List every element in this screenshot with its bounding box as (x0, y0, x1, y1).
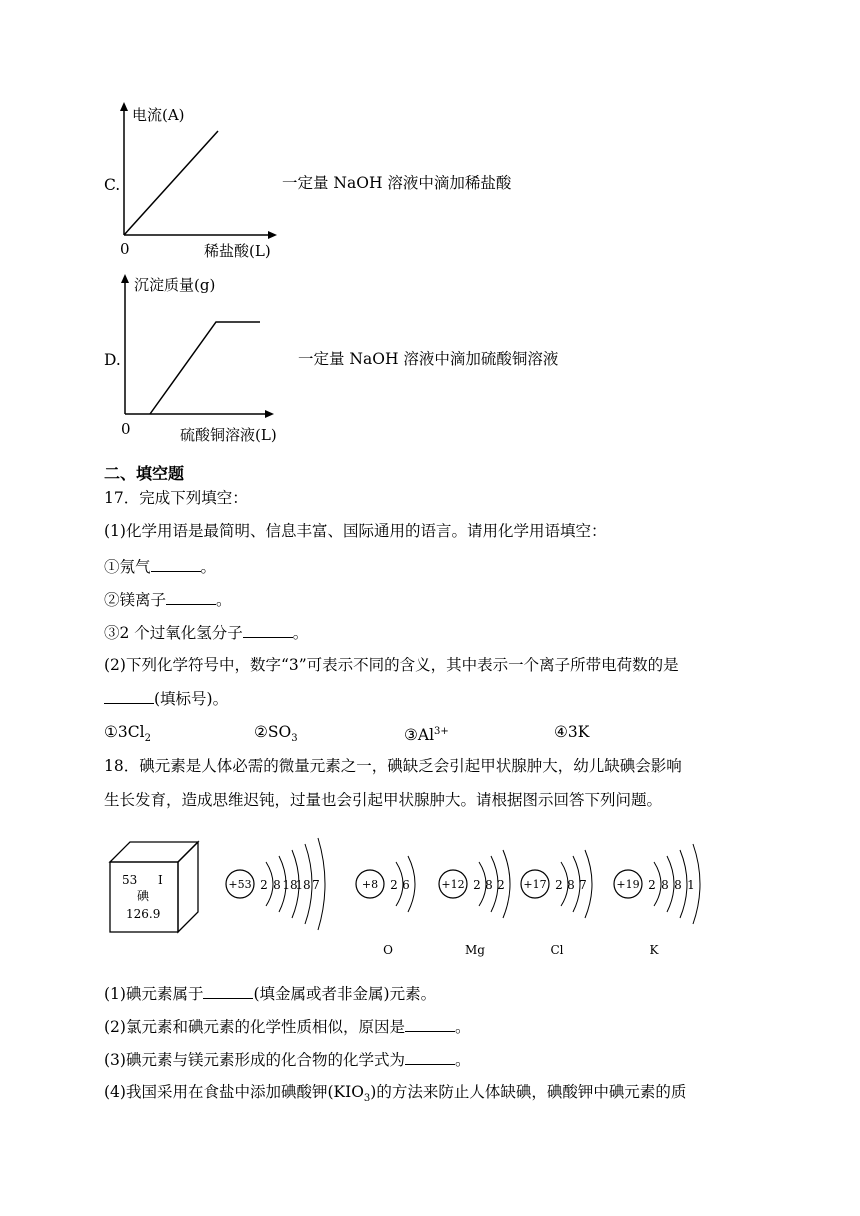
x-axis-label: 硫酸铜溶液(L) (180, 426, 277, 444)
electron-count: 8 (273, 878, 281, 892)
option-c-description: 一定量 NaOH 溶液中滴加稀盐酸 (282, 174, 512, 192)
atomic-number: 53 (122, 873, 138, 887)
electron-count: 7 (579, 878, 587, 892)
answer-blank[interactable] (405, 1016, 455, 1032)
q17-item1: ①氖气 。 (104, 558, 217, 576)
q18-q3: (3)碘元素与镁元素形成的化合物的化学式为 。 (104, 1051, 471, 1069)
electron-count: 2 (497, 878, 505, 892)
electron-count: 2 (390, 878, 398, 892)
electron-count: 6 (402, 878, 410, 892)
atom-diagram (439, 850, 510, 957)
answer-blank[interactable] (104, 688, 154, 704)
electron-count: 7 (312, 878, 320, 892)
electron-count: 8 (674, 878, 682, 892)
y-axis-label: 沉淀质量(g) (134, 276, 216, 294)
element-name: 碘 (137, 889, 150, 903)
electron-count: 2 (555, 878, 563, 892)
q17-item2: ②镁离子 。 (104, 591, 232, 609)
element-label: K (649, 943, 659, 957)
q17-part1: (1)化学用语是最简明、信息丰富、国际通用的语言。请用化学用语填空： (104, 522, 607, 540)
electron-count: 2 (473, 878, 481, 892)
answer-blank[interactable] (203, 983, 253, 999)
y-axis-label: 电流(A) (132, 106, 185, 124)
x-axis-label: 稀盐酸(L) (204, 242, 271, 260)
origin-label: 0 (121, 420, 131, 438)
iodine-element-card (106, 836, 206, 936)
nucleus-charge: +53 (228, 878, 252, 891)
element-label: O (383, 943, 393, 957)
answer-blank[interactable] (166, 589, 216, 605)
element-label: Cl (550, 943, 564, 957)
y-axis-arrow (121, 274, 129, 283)
q17-part2-line1: (2)下列化学符号中，数字“3”可表示不同的含义，其中表示一个离子所带电荷数的是 (104, 656, 679, 674)
option-d-letter: D. (104, 351, 121, 369)
x-axis-arrow (268, 231, 277, 239)
chart-option-c (112, 98, 292, 263)
nucleus-charge: +17 (523, 878, 547, 891)
q17-item3: ③2 个过氧化氢分子 。 (104, 624, 309, 642)
atomic-mass: 126.9 (126, 907, 161, 921)
current-line (124, 131, 218, 235)
electron-count: 8 (661, 878, 669, 892)
element-symbol: I (158, 873, 163, 887)
origin-label: 0 (120, 240, 130, 258)
option-d-description: 一定量 NaOH 溶液中滴加硫酸铜溶液 (298, 350, 559, 368)
q18-q4: (4)我国采用在食盐中添加碘酸钾$(KIO_3)$的方法来防止人体缺碘，碘酸钾中碘元素的质 (104, 1083, 687, 1105)
q17-option-3: $③Al^{3+}$ (404, 726, 449, 745)
q18-stem-line2: 生长发育，造成思维迟钝，过量也会引起甲状腺肿大。请根据图示回答下列问题。 (104, 791, 663, 809)
electron-count: 18 (295, 878, 311, 892)
answer-blank[interactable] (151, 556, 201, 572)
electron-count: 2 (260, 878, 268, 892)
element-label: Mg (465, 943, 485, 957)
electron-count: 2 (648, 878, 656, 892)
nucleus-charge: +19 (616, 878, 640, 891)
option-c-letter: C. (104, 176, 121, 194)
q17-option-4: ④3K (554, 723, 590, 741)
q18-q1: (1)碘元素属于 (填金属或者非金属)元素。 (104, 985, 437, 1003)
q17-stem: 17．完成下列填空： (104, 489, 248, 507)
answer-blank[interactable] (243, 622, 293, 638)
q18-stem-line1: 18．碘元素是人体必需的微量元素之一，碘缺乏会引起甲状腺肿大，幼儿缺碘会影响 (104, 757, 682, 775)
q17-part2-line2: (填标号)。 (104, 688, 228, 709)
chart-option-d (112, 268, 312, 448)
precipitate-line (150, 322, 260, 414)
electron-count: 8 (485, 878, 493, 892)
atom-diagram (521, 850, 592, 957)
q17-option-1: $①3Cl_2$ (104, 723, 151, 745)
atom-structure-diagrams (210, 826, 710, 962)
nucleus-charge: +8 (361, 878, 379, 891)
x-axis-arrow (265, 410, 274, 418)
atom-diagram (614, 844, 700, 957)
q17-option-2: $②SO_3$ (254, 723, 298, 745)
y-axis-arrow (120, 102, 128, 111)
answer-blank[interactable] (405, 1049, 455, 1065)
q18-q2: (2)氯元素和碘元素的化学性质相似，原因是 。 (104, 1018, 471, 1036)
electron-count: 18 (282, 878, 298, 892)
electron-count: 8 (567, 878, 575, 892)
nucleus-charge: +12 (441, 878, 465, 891)
electron-count: 1 (687, 878, 695, 892)
atom-diagram (226, 838, 325, 930)
section-title: 二、填空题 (104, 464, 185, 483)
atom-diagram (356, 856, 415, 957)
